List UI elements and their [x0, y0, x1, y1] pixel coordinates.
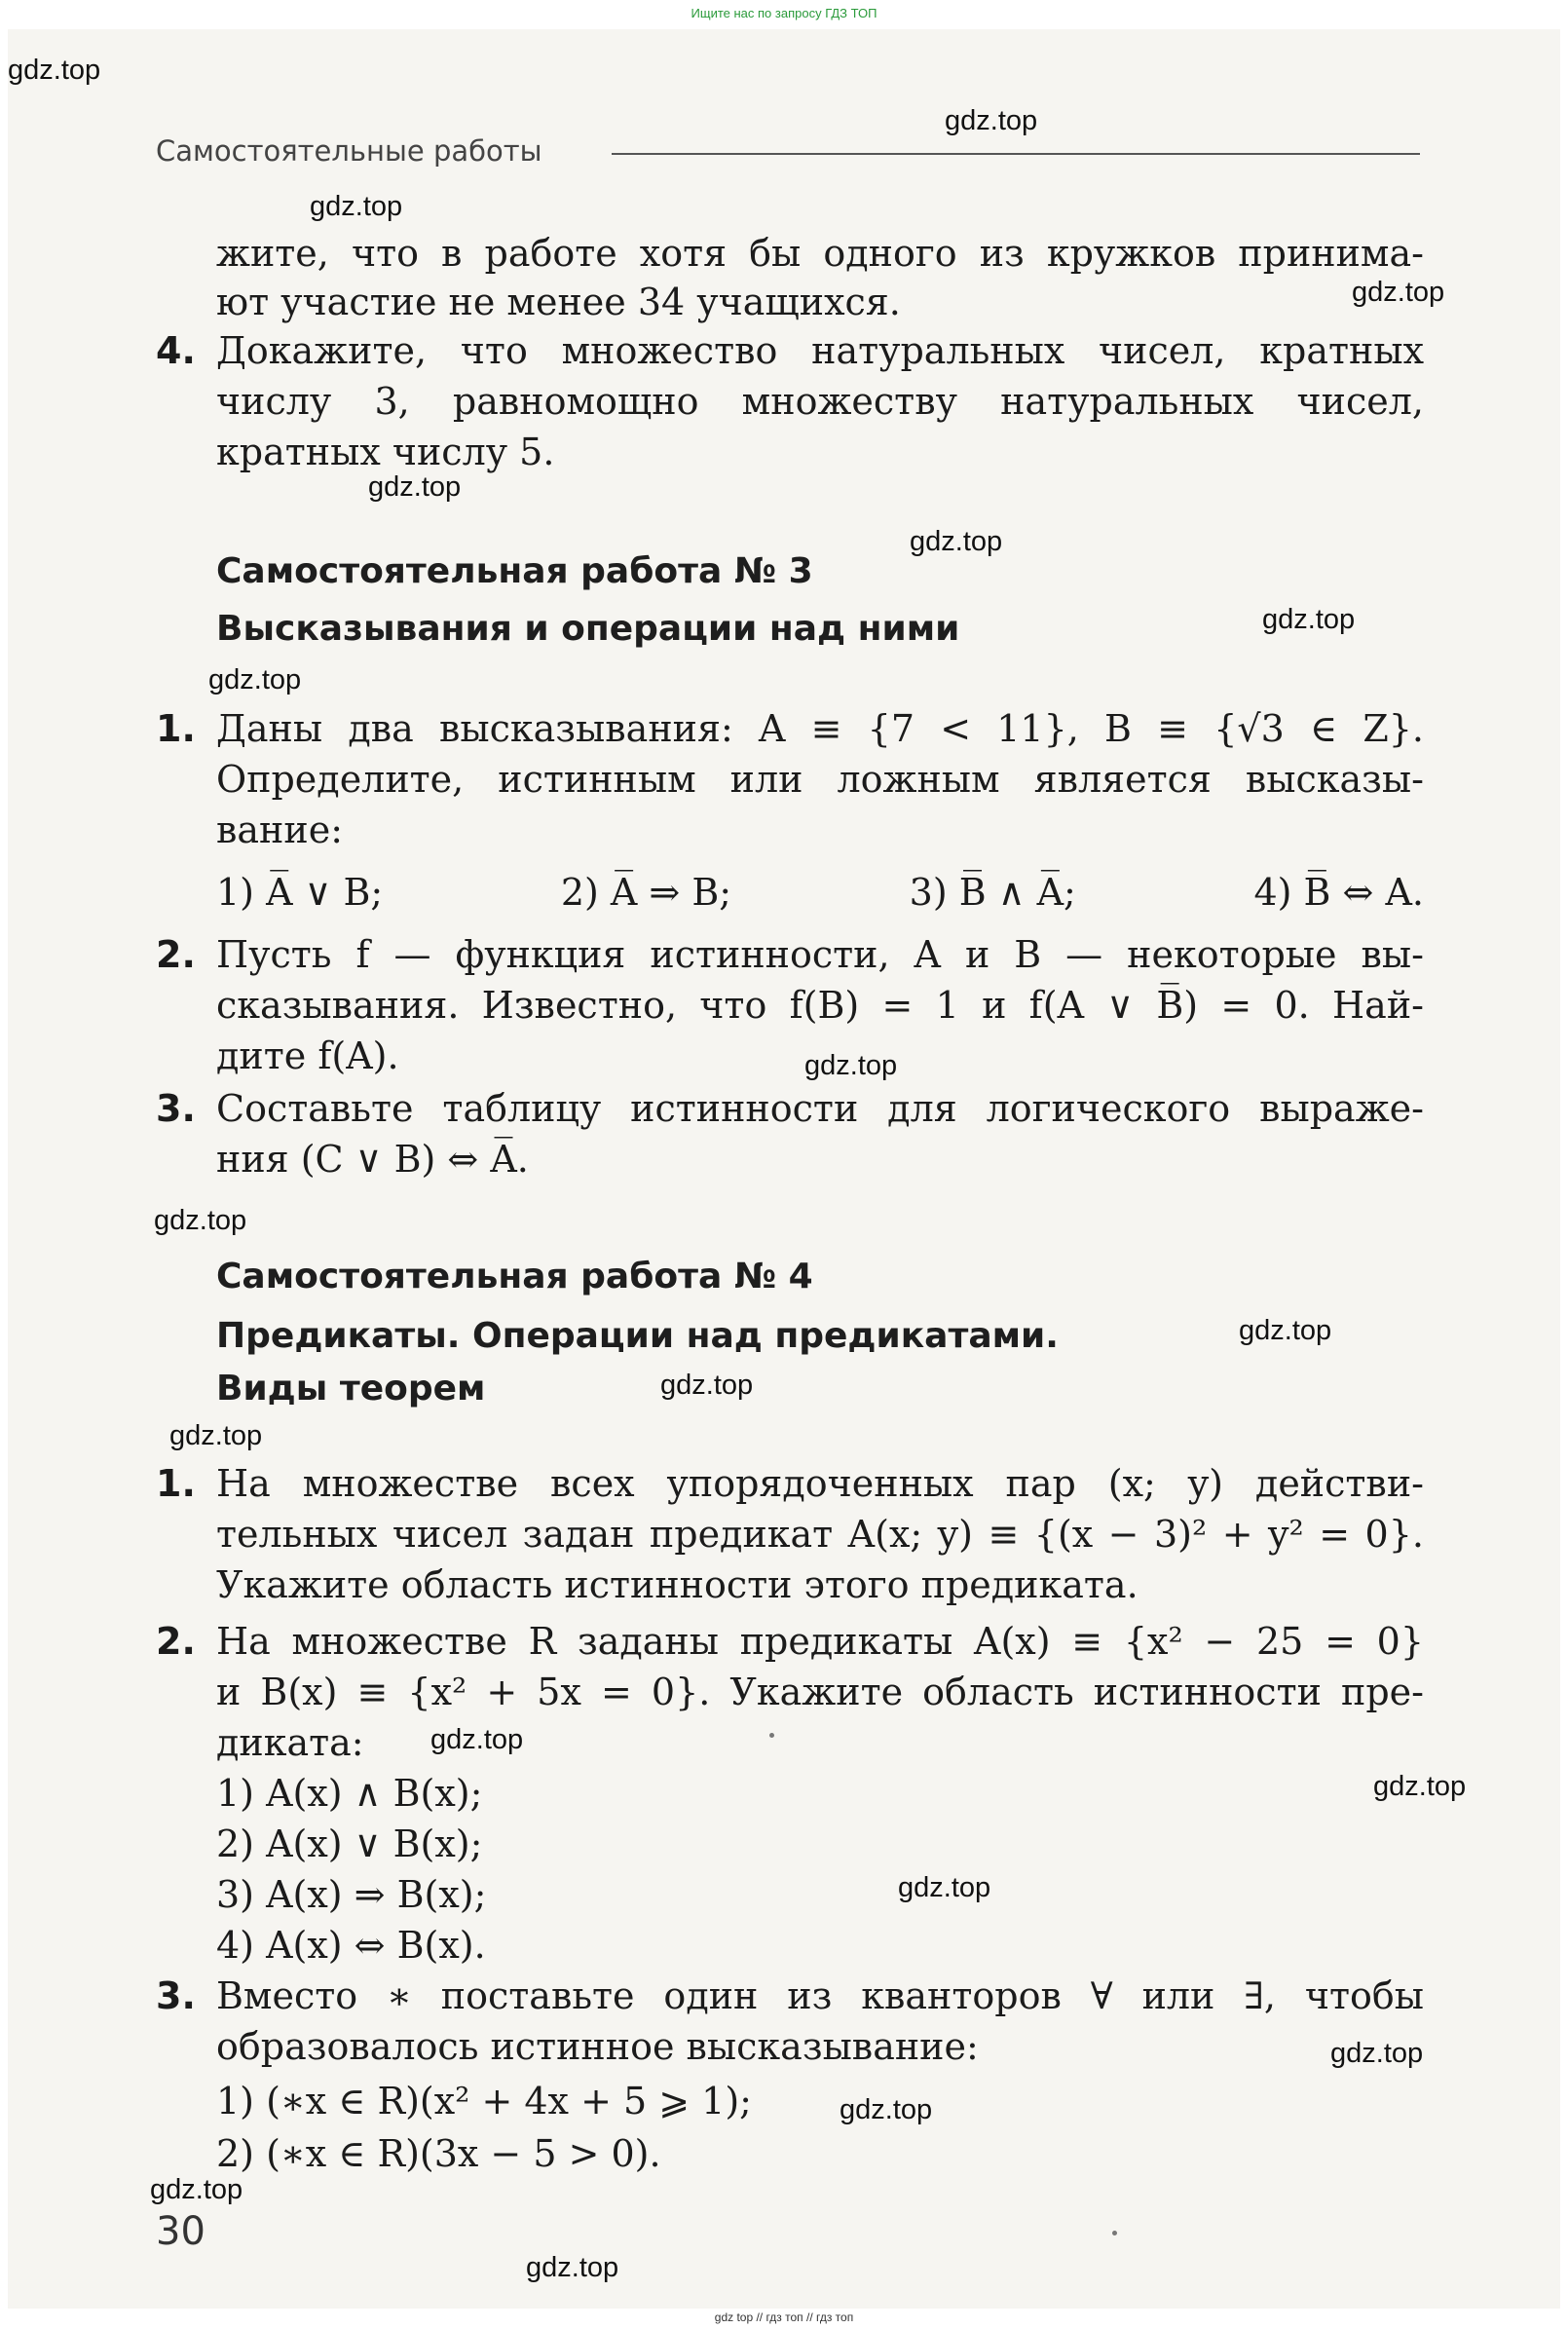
predicate-item: 2) A(x) ∨ B(x);	[216, 1822, 483, 1865]
task-line: ния (C ∨ B) ⇔ A̅.	[216, 1138, 529, 1181]
top-banner: Ищите нас по запросу ГДЗ ТОП	[691, 6, 877, 20]
task-line: дите f(A).	[216, 1034, 399, 1077]
watermark: gdz.top	[1352, 277, 1445, 308]
predicate-item: 4) A(x) ⇔ B(x).	[216, 1924, 486, 1967]
watermark: gdz.top	[1373, 1771, 1467, 1802]
section-title: Самостоятельная работа № 4	[216, 1257, 813, 1296]
section-title: Самостоятельная работа № 3	[216, 551, 813, 591]
answer-option: 1) A̅ ∨ B;	[216, 871, 384, 914]
task-number: 1.	[156, 707, 196, 750]
task-number: 4.	[156, 329, 196, 372]
task-line: числу 3, равномощно множеству натуральных чисел,	[216, 380, 1424, 423]
task-line: Составьте таблицу истинности для логического выраже-	[216, 1087, 1424, 1130]
watermark: gdz.top	[150, 2174, 243, 2205]
watermark: gdz.top	[208, 664, 302, 695]
watermark: gdz.top	[660, 1370, 754, 1401]
watermark: gdz.top	[154, 1205, 247, 1236]
watermark: gdz.top	[1239, 1315, 1332, 1346]
predicate-item: 3) A(x) ⇒ B(x);	[216, 1873, 487, 1916]
task-line: Укажите область истинности этого предиката.	[216, 1563, 1139, 1606]
task-line: На множестве всех упорядоченных пар (x; y) действи-	[216, 1462, 1424, 1505]
watermark: gdz.top	[310, 191, 403, 222]
watermark: gdz.top	[898, 1872, 991, 1903]
predicate-item: 1) A(x) ∧ B(x);	[216, 1772, 483, 1815]
watermark: gdz.top	[840, 2094, 933, 2125]
task-line: диката:	[216, 1721, 364, 1764]
task-line: сказывания. Известно, что f(B) = 1 и f(A ∨ B̅) = 0. Най-	[216, 984, 1424, 1027]
running-header: Самостоятельные работы	[156, 134, 542, 168]
page-number: 30	[156, 2209, 205, 2254]
task-line: Пусть f — функция истинности, A и B — некоторые вы-	[216, 933, 1424, 976]
task-number: 2.	[156, 1620, 196, 1663]
task-number: 3.	[156, 1087, 196, 1130]
watermark: gdz.top	[945, 105, 1038, 136]
task-number: 1.	[156, 1462, 196, 1505]
watermark: gdz.top	[1262, 604, 1356, 635]
section-subtitle: Высказывания и операции над ними	[216, 609, 960, 649]
continuation-line: ют участие не менее 34 учащихся.	[216, 281, 901, 323]
task-line: и B(x) ≡ {x² + 5x = 0}. Укажите область истинности пре-	[216, 1671, 1424, 1713]
print-speck	[1112, 2231, 1117, 2235]
task-line: Докажите, что множество натуральных чисел, кратных	[216, 329, 1424, 372]
watermark: gdz.top	[1330, 2038, 1424, 2069]
quantifier-item: 1) (∗x ∈ R)(x² + 4x + 5 ⩾ 1);	[216, 2080, 752, 2122]
print-speck	[769, 1733, 774, 1738]
quantifier-item: 2) (∗x ∈ R)(3x − 5 > 0).	[216, 2132, 661, 2175]
watermark: gdz.top	[430, 1724, 524, 1755]
task-line: Определите, истинным или ложным является высказы-	[216, 758, 1424, 801]
task-line: кратных числу 5.	[216, 431, 555, 473]
answer-option: 2) A̅ ⇒ B;	[560, 871, 732, 914]
watermark: gdz.top	[804, 1050, 898, 1081]
watermark: gdz.top	[8, 55, 101, 86]
task-line: Даны два высказывания: A ≡ {7 < 11}, B ≡ {√3 ∈ Z}.	[216, 707, 1424, 750]
task-number: 2.	[156, 933, 196, 976]
task-line: На множестве R заданы предикаты A(x) ≡ {x² − 25 = 0}	[216, 1620, 1424, 1663]
header-rule	[612, 153, 1420, 155]
answer-option: 3) B̅ ∧ A̅;	[909, 871, 1076, 914]
section-subtitle: Виды теорем	[216, 1369, 486, 1409]
watermark: gdz.top	[368, 471, 462, 503]
task-line: тельных чисел задан предикат A(x; y) ≡ {(x − 3)² + y² = 0}.	[216, 1513, 1424, 1556]
watermark: gdz.top	[910, 526, 1003, 557]
answer-option: 4) B̅ ⇔ A.	[1253, 871, 1424, 914]
section-subtitle: Предикаты. Операции над предикатами.	[216, 1316, 1059, 1356]
task-number: 3.	[156, 1974, 196, 2017]
answer-options	[216, 868, 1424, 917]
continuation-line: жите, что в работе хотя бы одного из кружков принима-	[216, 232, 1424, 275]
watermark: gdz.top	[526, 2252, 619, 2283]
bottom-banner: gdz top // гдз топ // гдз топ	[714, 2310, 854, 2324]
task-line: Вместо ∗ поставьте один из кванторов ∀ или ∃, чтобы	[216, 1974, 1424, 2017]
watermark: gdz.top	[169, 1420, 263, 1451]
task-line: вание:	[216, 808, 343, 851]
task-line: образовалось истинное высказывание:	[216, 2025, 979, 2068]
